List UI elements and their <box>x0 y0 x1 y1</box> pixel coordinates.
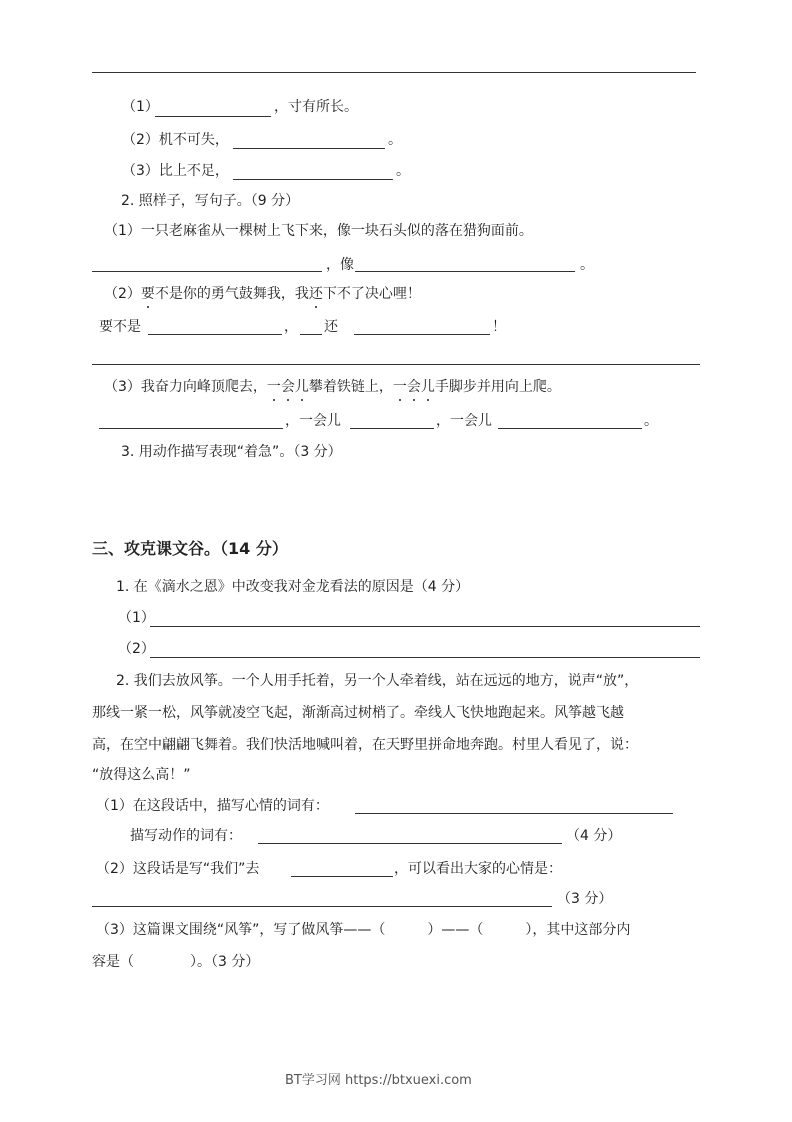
q2-s3-a: ，一会儿 <box>285 413 341 429</box>
q2-s2-a: 要不是 <box>99 319 141 335</box>
p3-q2-a1: （1）在这段话中，描写心情的词有： <box>96 798 329 814</box>
section-title: 三、攻克课文谷。（14 分） <box>92 539 288 558</box>
footer-watermark: BT学习网 https://btxuexi.com <box>285 1073 472 1088</box>
q2-s2-d: ！ <box>492 319 506 335</box>
p3-q2-b1-blank[interactable] <box>291 876 393 877</box>
p3-q2-para4: “放得这么高！” <box>92 767 191 783</box>
q2-s2-blank-b[interactable] <box>300 334 322 335</box>
q2-s1-blank-a[interactable] <box>92 271 322 272</box>
q2-s2-blank-c[interactable] <box>354 334 490 335</box>
q2-s1-blank-b[interactable] <box>355 271 575 272</box>
p3-q1-num1: （1） <box>118 610 155 626</box>
q1-item2-text: （2）机不可失， <box>122 132 229 148</box>
p3-q2-para1: 2. 我们去放风筝。一个人用手托着，另一个人牵着线，站在远远的地方，说声“放”， <box>116 673 639 689</box>
p3-q2-a2-score: （4 分） <box>566 828 622 844</box>
p3-q2-c1: （3）这篇课文围绕“风筝”，写了做风筝——（ ）——（ ），其中这部分内 <box>96 922 631 938</box>
q1-item3-text: （3）比上不足， <box>122 163 229 179</box>
q2-s3-blank-a[interactable] <box>99 428 283 429</box>
top-rule <box>92 72 696 73</box>
q2-s3-c: 。 <box>644 413 658 429</box>
q2-s1-mid: ，像 <box>326 257 354 273</box>
q2-s1-text: （1）一只老麻雀从一棵树上飞下来，像一块石头似的落在猎狗面前。 <box>104 223 533 239</box>
p3-q1-blank1[interactable] <box>150 626 700 627</box>
p3-q2-a2-blank[interactable] <box>258 843 562 844</box>
p3-q1-num2: （2） <box>118 641 155 657</box>
q2-s2-text: （2）要不是你的勇气鼓舞我，我还下不了决心哩！ <box>104 286 421 302</box>
q1-item1-suffix: ，寸有所长。 <box>274 99 358 115</box>
p3-q2-b-score: （3 分） <box>557 891 613 907</box>
p3-q2-para2: 那线一紧一松，风筝就凌空飞起，渐渐高过树梢了。牵线人飞快地跑起来。风筝越飞越 <box>92 705 624 721</box>
p3-q2-b1: （2）这段话是写“我们”去 <box>96 861 260 877</box>
q2-s2-b: ， <box>284 319 298 335</box>
q2-s2-c: 还 <box>324 319 338 335</box>
q1-item2-blank[interactable] <box>233 148 385 149</box>
q3-heading: 3. 用动作描写表现“着急”。（3 分） <box>121 444 342 460</box>
p3-q2-b-answer[interactable] <box>92 906 552 907</box>
p3-q2-a1-blank[interactable] <box>355 813 673 814</box>
q2-s3-text: （3）我奋力向峰顶爬去，一会儿攀着铁链上，一会儿手脚步并用向上爬。 <box>104 379 561 395</box>
q2-s2-blank-a[interactable] <box>148 334 282 335</box>
q1-item1-num: （1） <box>122 99 159 115</box>
q2-s3-b: ，一会儿 <box>436 413 492 429</box>
q1-item3-end: 。 <box>396 163 410 179</box>
p3-q1-heading: 1. 在《滴水之恩》中改变我对金龙看法的原因是（4 分） <box>116 579 470 595</box>
q2-heading: 2. 照样子，写句子。（9 分） <box>121 193 300 209</box>
p3-q2-b2: ，可以看出大家的心情是： <box>394 861 562 877</box>
q1-item3-blank[interactable] <box>233 179 393 180</box>
p3-q1-blank2[interactable] <box>150 657 700 658</box>
p3-q2-c2: 容是（ ）。（3 分） <box>92 954 260 970</box>
q2-s3-blank-c[interactable] <box>498 428 642 429</box>
q1-item2-end: 。 <box>388 132 402 148</box>
p3-q2-para3: 高，在空中翩翩飞舞着。我们快活地喊叫着，在天野里拼命地奔跑。村里人看见了，说： <box>92 737 638 753</box>
q2-s2-answer-line[interactable] <box>92 364 700 365</box>
q2-s1-end: 。 <box>580 257 594 273</box>
q2-s3-blank-b[interactable] <box>350 428 434 429</box>
p3-q2-a2: 描写动作的词有： <box>130 828 242 844</box>
q1-item1-blank[interactable] <box>155 116 271 117</box>
